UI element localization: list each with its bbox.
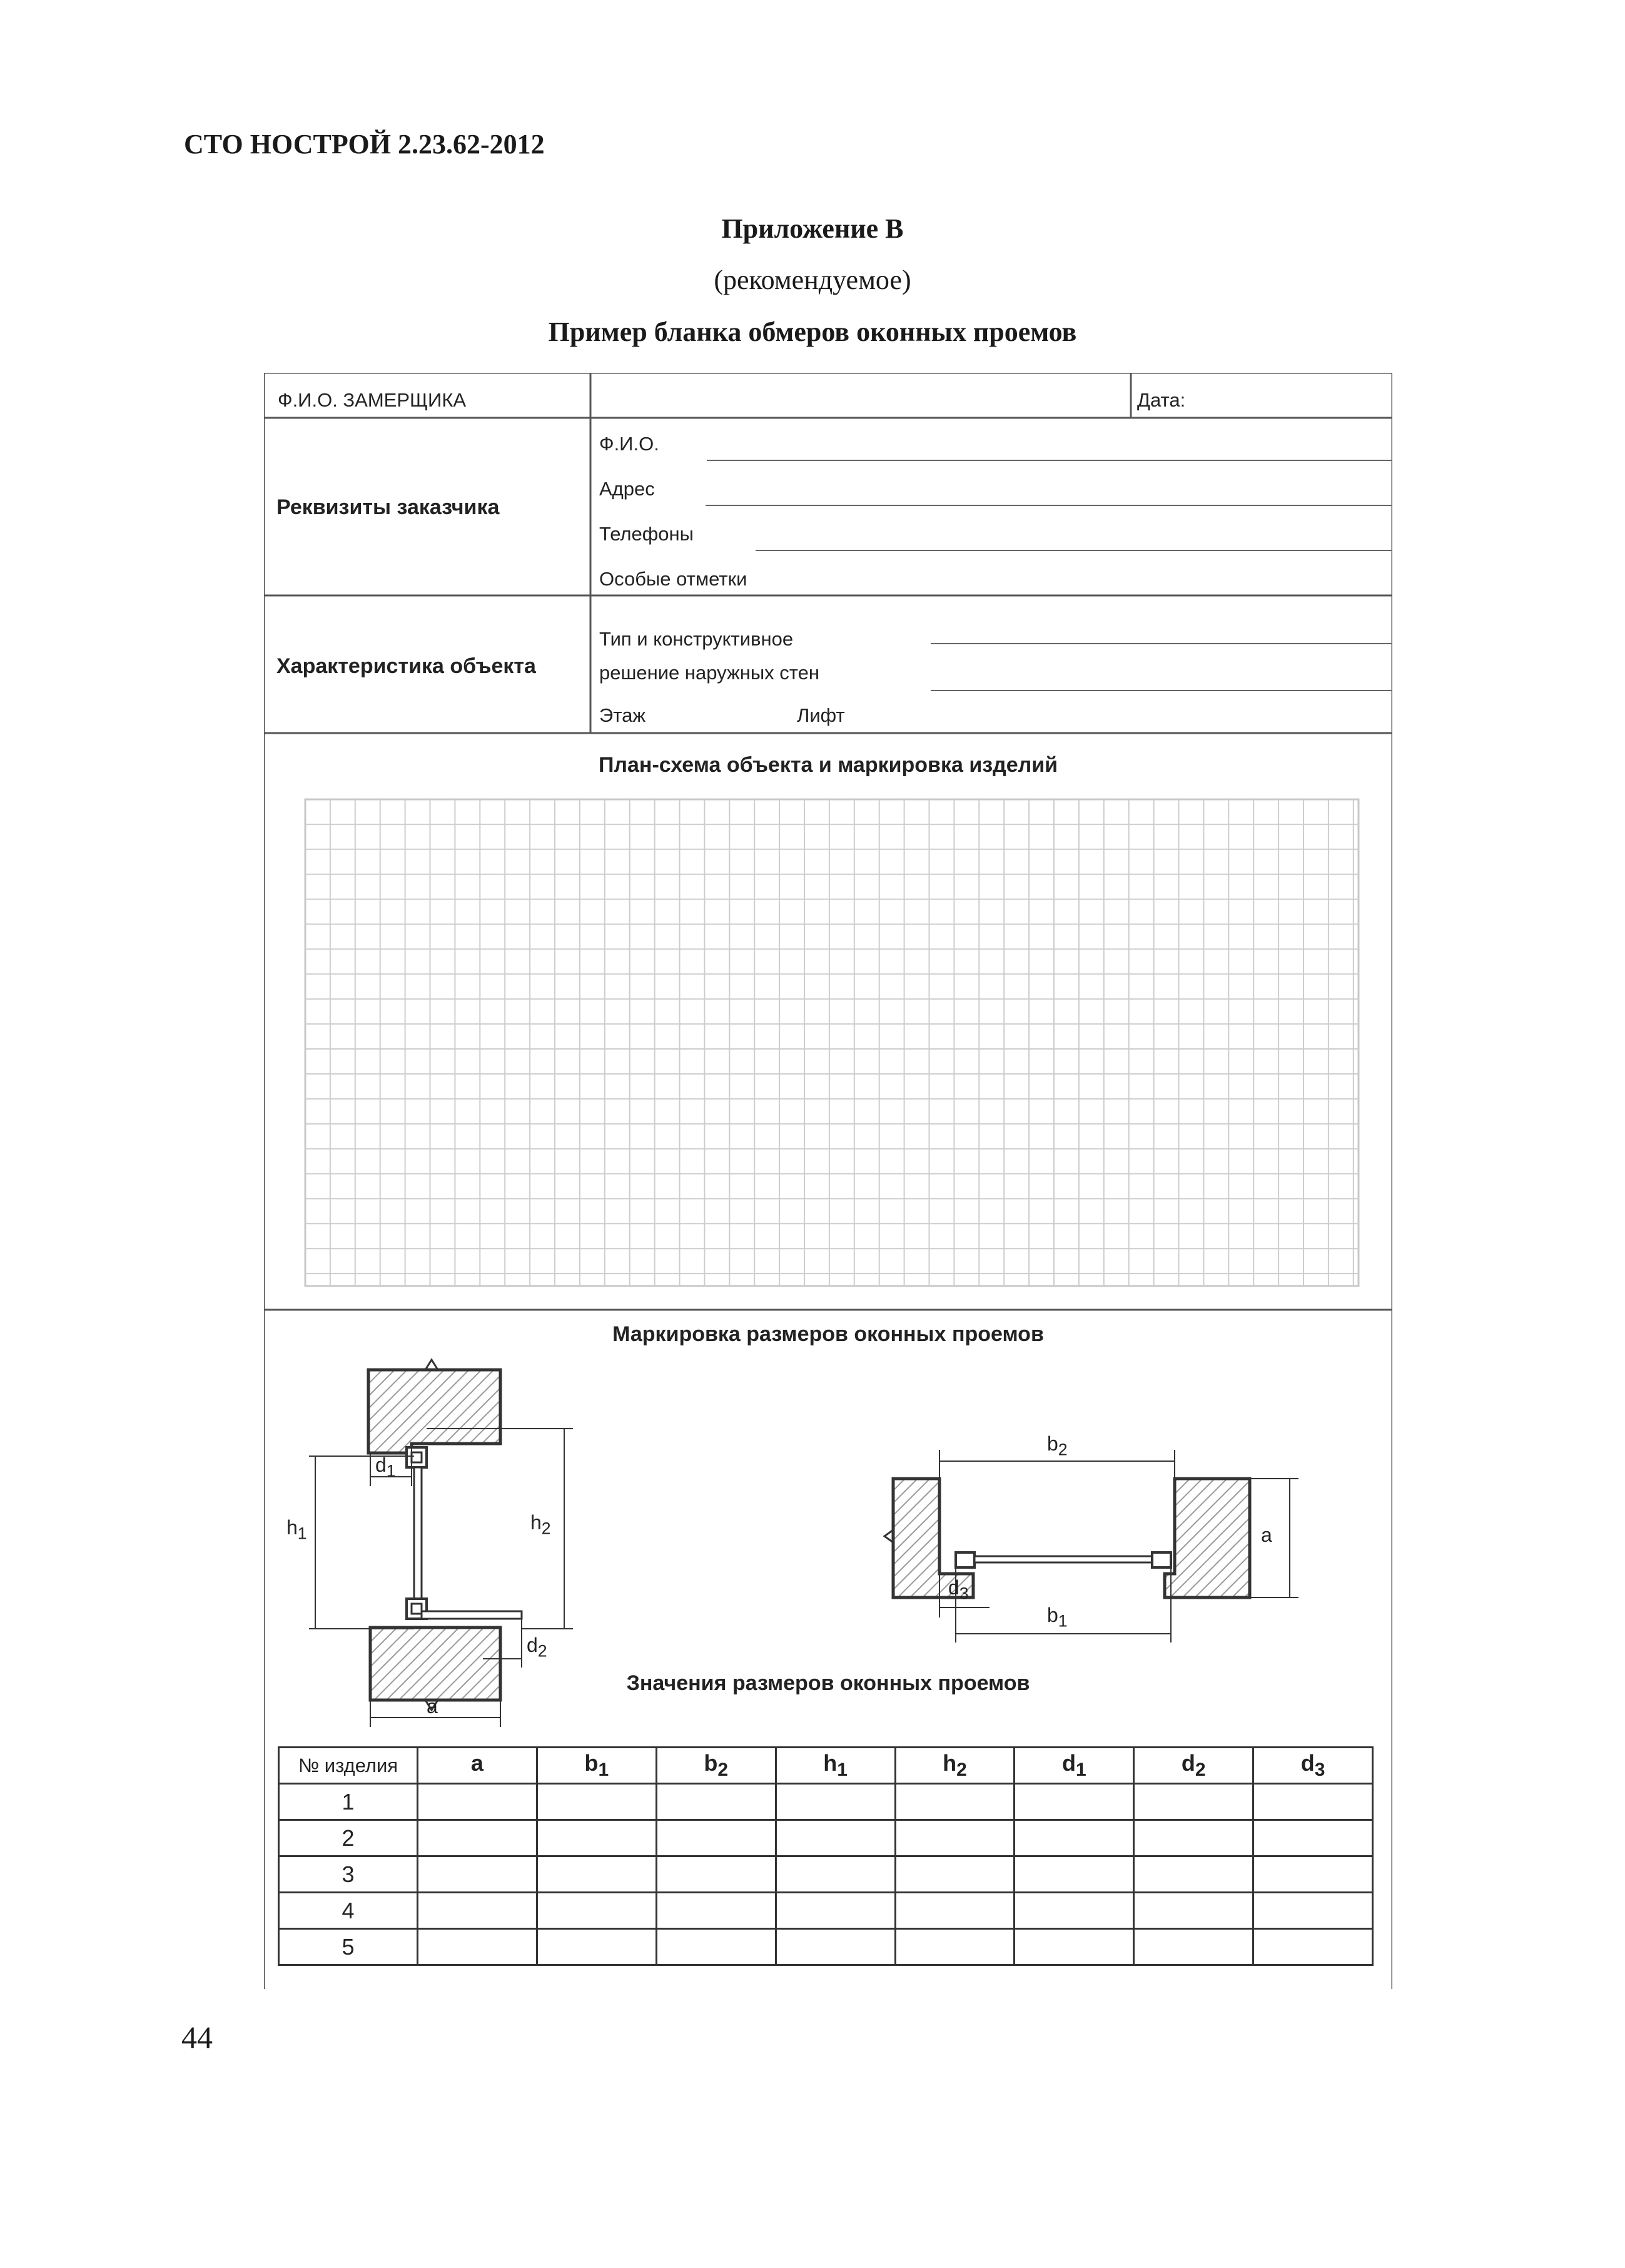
label-d2: $d_2$: [527, 1634, 547, 1661]
values-table-header: [279, 1748, 1373, 1784]
value-input-cell[interactable]: [656, 1929, 776, 1965]
item-number-cell: 4: [279, 1893, 418, 1929]
value-input-cell[interactable]: [776, 1784, 895, 1820]
appendix-note: (рекомендуемое): [714, 265, 911, 295]
value-input-cell[interactable]: [1015, 1784, 1134, 1820]
value-input-cell[interactable]: [537, 1856, 656, 1893]
value-input-cell[interactable]: [418, 1893, 537, 1929]
table-row: [279, 1929, 1373, 1965]
value-input-cell[interactable]: [656, 1820, 776, 1856]
value-input-cell[interactable]: [895, 1784, 1015, 1820]
label-b2: $b_2$: [1047, 1432, 1068, 1459]
object-section-label: Характеристика объекта: [276, 654, 536, 678]
customer-address-label: Адрес: [599, 478, 655, 500]
value-input-cell[interactable]: [418, 1929, 537, 1965]
item-number-cell: 5: [279, 1929, 418, 1965]
column-header: $d_2$: [1134, 1748, 1253, 1784]
value-input-cell[interactable]: [1253, 1929, 1373, 1965]
value-input-cell[interactable]: [418, 1820, 537, 1856]
value-input-cell[interactable]: [895, 1856, 1015, 1893]
column-header: $d_1$: [1015, 1748, 1134, 1784]
measurer-name-field[interactable]: [595, 377, 1127, 414]
item-number-cell: 1: [279, 1784, 418, 1820]
customer-notes-label: Особые отметки: [599, 568, 747, 590]
horizontal-section-diagram: [884, 1450, 1298, 1643]
value-input-cell[interactable]: [895, 1893, 1015, 1929]
marking-title: Маркировка размеров оконных проемов: [612, 1322, 1044, 1346]
appendix-caption: Пример бланка обмеров оконных проемов: [548, 316, 1077, 347]
value-input-cell[interactable]: [1134, 1820, 1253, 1856]
value-input-cell[interactable]: [776, 1893, 895, 1929]
column-header: $b_1$: [537, 1748, 656, 1784]
appendix-title: Приложение В: [721, 213, 904, 244]
value-input-cell[interactable]: [776, 1856, 895, 1893]
value-input-cell[interactable]: [1134, 1784, 1253, 1820]
value-input-cell[interactable]: [656, 1856, 776, 1893]
value-input-cell[interactable]: [1134, 1893, 1253, 1929]
value-input-cell[interactable]: [1015, 1820, 1134, 1856]
column-header: $h_1$: [776, 1748, 895, 1784]
label-d1: $d_1$: [375, 1454, 396, 1481]
wall-type-label-line1: Тип и конструктивное: [599, 628, 794, 650]
customer-name-label: Ф.И.О.: [599, 433, 659, 455]
value-input-cell[interactable]: [1253, 1856, 1373, 1893]
customer-phones-label: Телефоны: [599, 523, 694, 545]
value-input-cell[interactable]: [1015, 1929, 1134, 1965]
value-input-cell[interactable]: [1134, 1929, 1253, 1965]
label-h1: $h_1$: [286, 1516, 307, 1543]
page-number: 44: [181, 2020, 213, 2055]
values-title: Значения размеров оконных проемов: [626, 1671, 1030, 1695]
item-number-cell: 2: [279, 1820, 418, 1856]
value-input-cell[interactable]: [1015, 1893, 1134, 1929]
value-input-cell[interactable]: [1134, 1856, 1253, 1893]
document-code: СТО НОСТРОЙ 2.23.62-2012: [184, 129, 545, 159]
column-header: $h_2$: [895, 1748, 1015, 1784]
value-input-cell[interactable]: [537, 1784, 656, 1820]
label-d3: $d_3$: [948, 1576, 969, 1603]
customer-section-label: Реквизиты заказчика: [276, 495, 500, 519]
column-header: $b_2$: [656, 1748, 776, 1784]
column-header: a: [418, 1748, 537, 1784]
table-row: [279, 1784, 1373, 1820]
column-header: $d_3$: [1253, 1748, 1373, 1784]
value-input-cell[interactable]: [418, 1784, 537, 1820]
value-input-cell[interactable]: [537, 1929, 656, 1965]
value-input-cell[interactable]: [1015, 1856, 1134, 1893]
plan-grid: [305, 799, 1359, 1286]
table-row: [279, 1820, 1373, 1856]
date-label: Дата:: [1137, 389, 1186, 411]
value-input-cell[interactable]: [1253, 1784, 1373, 1820]
value-input-cell[interactable]: [418, 1856, 537, 1893]
plan-title: План-схема объекта и маркировка изделий: [598, 753, 1058, 777]
value-input-cell[interactable]: [776, 1820, 895, 1856]
value-input-cell[interactable]: [537, 1893, 656, 1929]
label-a-right: a: [1261, 1524, 1272, 1546]
measurement-form: [264, 373, 1392, 1989]
column-header-item-number: № изделия: [279, 1748, 418, 1784]
label-h2: $h_2$: [530, 1511, 551, 1538]
value-input-cell[interactable]: [776, 1929, 895, 1965]
wall-type-label-line2: решение наружных стен: [599, 662, 819, 684]
value-input-cell[interactable]: [895, 1929, 1015, 1965]
date-field[interactable]: [1202, 377, 1387, 414]
value-input-cell[interactable]: [656, 1893, 776, 1929]
value-input-cell[interactable]: [656, 1784, 776, 1820]
floor-label: Этаж: [599, 704, 646, 726]
value-input-cell[interactable]: [895, 1820, 1015, 1856]
table-row: [279, 1856, 1373, 1893]
values-table: [278, 1746, 1374, 1966]
value-input-cell[interactable]: [537, 1820, 656, 1856]
table-row: [279, 1893, 1373, 1929]
value-input-cell[interactable]: [1253, 1820, 1373, 1856]
value-input-cell[interactable]: [1253, 1893, 1373, 1929]
measurer-label: Ф.И.О. ЗАМЕРЩИКА: [278, 389, 467, 411]
item-number-cell: 3: [279, 1856, 418, 1893]
lift-label: Лифт: [797, 704, 845, 726]
label-a-left: a: [427, 1695, 438, 1718]
label-b1: $b_1$: [1047, 1604, 1068, 1631]
